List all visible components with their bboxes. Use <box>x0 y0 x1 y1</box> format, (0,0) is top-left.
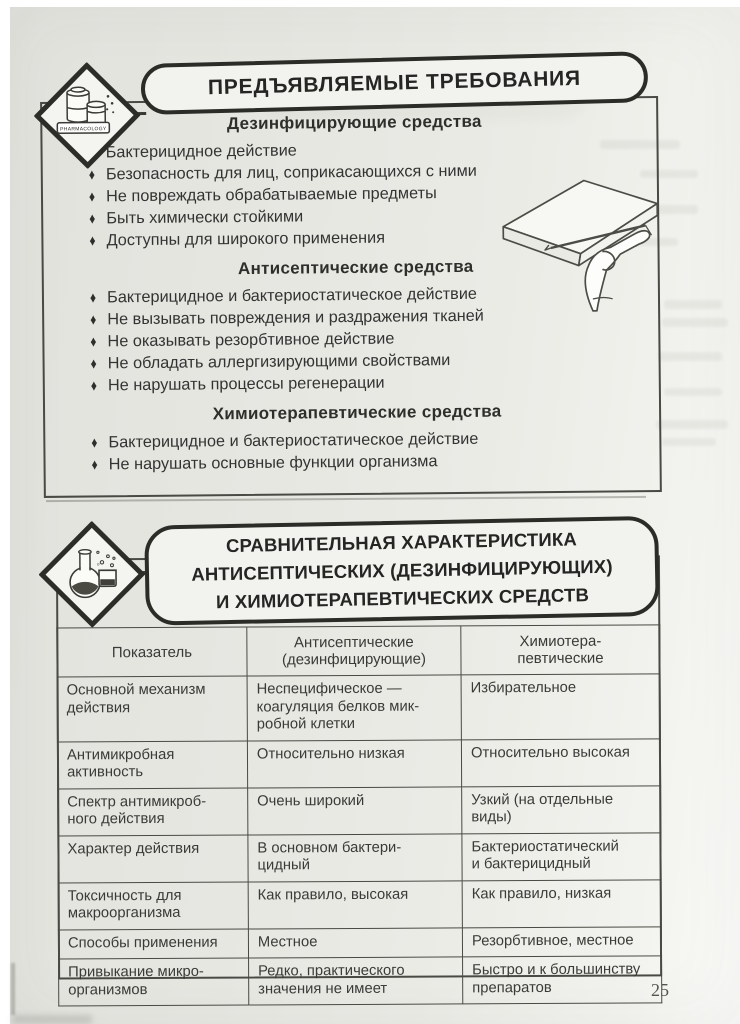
diamond-bullet-icon: ♦ <box>88 165 95 184</box>
value-cell: Узкий (на отдельные виды) <box>462 785 661 833</box>
comparison-table-head-row <box>57 625 660 677</box>
diamond-bullet-icon: ♦ <box>90 376 98 395</box>
group-heading: Дезинфицирующие средства <box>226 111 482 134</box>
value-cell: В основном бактери- цидный <box>248 833 462 881</box>
diamond-bullet-icon: ♦ <box>89 231 96 250</box>
table-row <box>58 879 661 929</box>
row-label-cell: Основной механизм действия <box>57 676 247 741</box>
list-item-text: Безопасность для лиц, соприкасающихся с ними <box>105 161 477 184</box>
table-row <box>59 956 662 1006</box>
diamond-bullet-icon: ♦ <box>90 310 97 329</box>
list-item-text: Бактерицидное и бактериостатическое действие <box>108 429 479 452</box>
list-item-text: Не обладать аллергизирующими свойствами <box>107 351 451 373</box>
table-row <box>58 785 661 835</box>
requirements-banner-title: ПРЕДЪЯВЛЯЕМЫЕ ТРЕБОВАНИЯ <box>207 66 582 99</box>
table-row <box>58 926 661 959</box>
list-item-text: Не нарушать процессы регенерации <box>107 373 385 395</box>
chemistry-flask-diamond-icon <box>39 521 146 628</box>
diamond-bullet-icon: ♦ <box>89 209 96 228</box>
row-label-cell: Токсичность для макроорганизма <box>58 882 248 930</box>
value-cell: Редко, практического значения не имеет <box>248 957 462 1005</box>
diamond-bullet-icon: ♦ <box>91 433 98 452</box>
list-item-text: Доступны для широкого применения <box>106 228 386 250</box>
column-header: Показатель <box>57 627 247 677</box>
list-item-text: Не вызывать повреждения и раздражения тканей <box>107 306 484 329</box>
list-item-text: Быть химически стойкими <box>106 207 304 228</box>
row-label-cell: Способы применения <box>58 929 248 959</box>
list-item-text: Не нарушать основные функции организма <box>108 452 438 474</box>
row-label-cell: Антимикробная активность <box>57 741 247 789</box>
row-label-cell: Характер действия <box>58 835 248 883</box>
list-item-text: Не повреждать обрабатываемые предметы <box>106 184 437 206</box>
list-item-text: Бактерицидное действие <box>105 141 297 162</box>
diamond-bullet-icon: ♦ <box>88 187 96 206</box>
comparison-banner-line: И ХИМИОТЕРАПЕВТИЧЕСКИХ СРЕДСТВ <box>215 584 590 613</box>
value-cell: Избирательное <box>461 674 660 740</box>
value-cell: Как правило, высокая <box>248 880 462 928</box>
table-row <box>57 738 660 788</box>
pharmacology-icon-label: PHARMACOLOGY <box>60 126 107 133</box>
value-cell: Быстро и к большинству препаратов <box>463 956 662 1004</box>
group-heading: Химиотерапевтические средства <box>212 401 502 424</box>
group-heading: Антисептические средства <box>237 256 474 279</box>
value-cell: Резорбтивное, местное <box>462 926 661 957</box>
column-header: Антисептические (дезинфицирующие) <box>247 626 461 676</box>
comparison-table-body <box>57 674 662 1006</box>
value-cell: Бактериостатический и бактерицидный <box>462 832 661 880</box>
diamond-bullet-icon: ♦ <box>90 332 97 351</box>
diamond-bullet-icon: ♦ <box>91 455 98 474</box>
row-label-cell: Спектр антимикроб- ного действия <box>58 788 248 836</box>
diamond-bullet-icon: ♦ <box>89 288 97 307</box>
value-cell: Очень широкий <box>248 786 462 834</box>
value-cell: Относительно высокая <box>461 738 660 786</box>
value-cell: Местное <box>248 927 462 958</box>
list-item-text: Не оказывать резорбтивное действие <box>107 329 395 351</box>
value-cell: Как правило, низкая <box>462 879 661 927</box>
comparison-banner <box>144 516 660 626</box>
diamond-bullet-icon: ♦ <box>90 354 97 373</box>
list-item-text: Бактерицидное и бактериостатическое действие <box>107 284 478 307</box>
table-row <box>57 674 660 742</box>
table-row <box>58 832 661 882</box>
row-label-cell: Привыкание микро- организмов <box>59 958 249 1006</box>
comparison-table <box>56 624 662 1006</box>
column-header: Химиотера- певтические <box>461 625 660 675</box>
comparison-banner-line: СРАВНИТЕЛЬНАЯ ХАРАКТЕРИСТИКА <box>225 528 578 557</box>
comparison-banner-line: АНТИСЕПТИЧЕСКИХ (ДЕЗИНФИЦИРУЮЩИХ) <box>191 555 613 585</box>
flask-icon-marks: o <box>96 561 100 567</box>
value-cell: Относительно низкая <box>247 739 461 787</box>
value-cell: Неспецифическое — коагуляция белков мик- робной клетки <box>247 675 461 741</box>
page-number: 25 <box>651 980 669 1000</box>
